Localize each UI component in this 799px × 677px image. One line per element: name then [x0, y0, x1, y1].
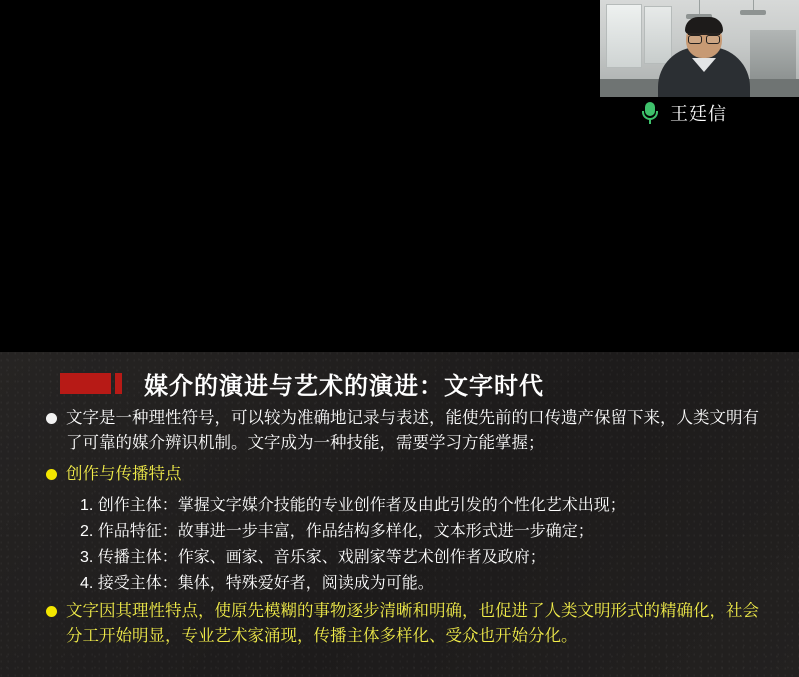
paragraph-text: 文字因其理性特点，使原先模糊的事物逐步清晰和明确，也促进了人类文明形式的精确化，社会分工开始明显，专业艺术家涌现，传播主体多样化、受众也开始分化。 [66, 601, 759, 645]
bullet-point-icon [46, 469, 57, 480]
slide-paragraph [46, 406, 769, 456]
window-pane-left-icon [606, 4, 642, 68]
slide-title: 媒介的演进与艺术的演进：文字时代 [144, 373, 544, 400]
slide-body [46, 406, 769, 655]
slide-paragraph [46, 462, 769, 487]
list-item: 1. 创作主体：掌握文字媒介技能的专业创作者及由此引发的个性化艺术出现； [80, 497, 626, 515]
list-item: 3. 传播主体：作家、画家、音乐家、戏剧家等艺术创作者及政府； [80, 549, 546, 567]
glasses-icon [688, 33, 720, 41]
bullet-point-icon [46, 606, 57, 617]
window-pane-right-icon [644, 6, 672, 64]
paragraph-text: 文字是一种理性符号，可以较为准确地记录与表述，能使先前的口传遗产保留下来，人类文明有了可靠的媒介辨识机制。文字成为一种技能，需要学习方能掌握； [66, 409, 759, 453]
list-item: 2. 作品特征：故事进一步丰富，作品结构多样化，文本形式进一步确定； [80, 523, 594, 541]
person-hair [685, 17, 723, 34]
list-item: 4. 接受主体：集体，特殊爱好者，阅读成为可能。 [80, 574, 434, 592]
slide-title-row [60, 366, 544, 401]
lamp-stem-left [699, 0, 700, 14]
title-decoration-icon [60, 373, 122, 394]
numbered-list [80, 493, 769, 597]
shelf-icon [750, 30, 796, 80]
webcam-video-tile[interactable] [600, 0, 799, 97]
slide-paragraph [46, 599, 769, 649]
ceiling-lamp-right-icon [740, 10, 766, 15]
bullet-point-icon [46, 413, 57, 424]
speaker-name-label: 王廷信 [670, 104, 727, 124]
active-speaker-row [640, 100, 727, 126]
paragraph-text: 创作与传播特点 [66, 465, 182, 484]
microphone-icon[interactable] [640, 101, 660, 125]
presentation-slide [0, 352, 799, 677]
